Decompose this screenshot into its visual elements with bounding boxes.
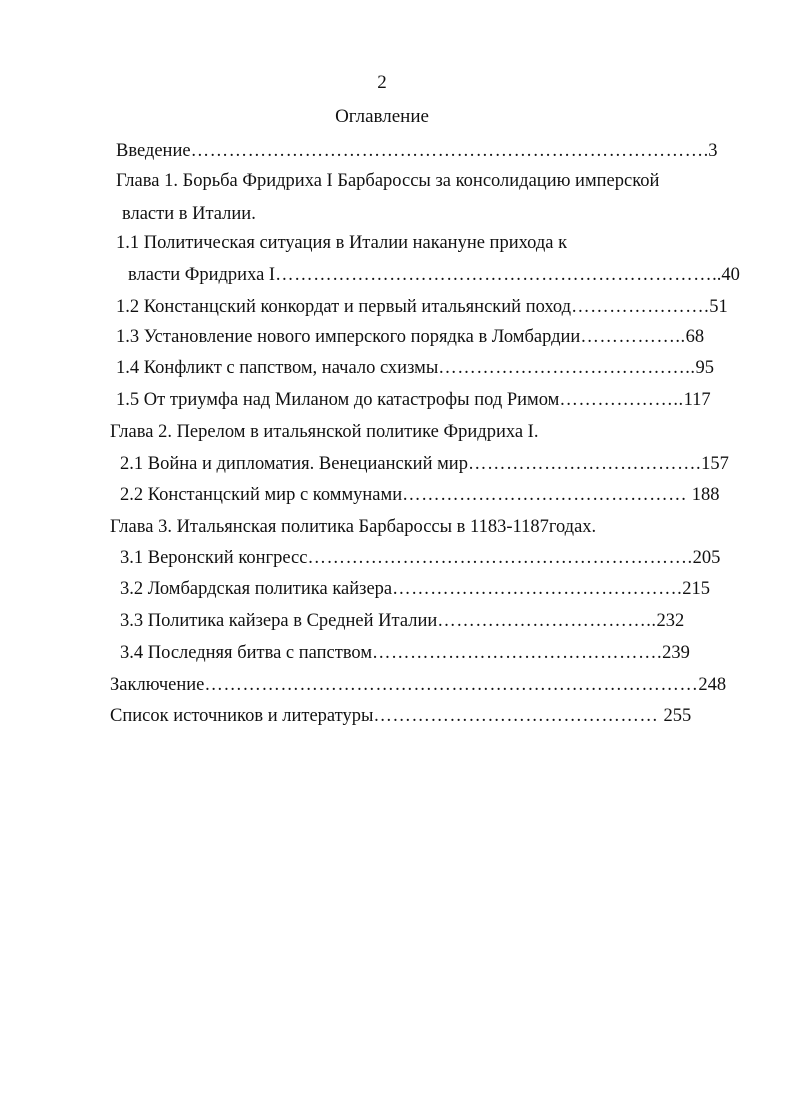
toc-chapter-1-heading-cont: власти в Италии. [122,204,256,224]
toc-entry-2-1: 2.1 Война и дипломатия. Венецианский мир……………………………….157 [120,454,729,474]
toc-entry-1-1: 1.1 Политическая ситуация в Италии накануне прихода к [116,233,568,253]
toc-entry-2-2: 2.2 Констанцский мир с коммунами……………………………………… 188 [120,485,720,505]
toc-entry-bibliography: Список источников и литературы……………………………………… 255 [110,706,692,726]
toc-chapter-2-heading: Глава 2. Перелом в итальянской политике Фридриха I. [110,422,539,442]
toc-title: Оглавление [335,106,429,127]
page-number: 2 [377,72,387,93]
toc-chapter-3-heading: Глава 3. Итальянская политика Барбароссы в 1183-1187годах. [110,517,597,537]
toc-entry-3-1: 3.1 Веронский конгресс…………………………………………………….205 [120,548,721,568]
toc-entry-1-3: 1.3 Установление нового имперского порядка в Ломбардии……………..68 [116,327,705,347]
toc-entry-1-2: 1.2 Констанцский конкордат и первый итальянский поход………………….51 [116,297,728,317]
toc-entry-3-4: 3.4 Последняя битва с папством……………………………………….239 [120,643,690,663]
toc-entry-conclusion: Заключение……………………………………………………………………248 [110,675,727,695]
toc-entry-1-4: 1.4 Конфликт с папством, начало схизмы…………………………………..95 [116,358,715,378]
toc-entry-introduction: Введение……………………………………………………………………….3 [116,141,718,161]
toc-entry-3-2: 3.2 Ломбардская политика кайзера……………………………………….215 [120,579,710,599]
toc-entry-3-3: 3.3 Политика кайзера в Средней Италии……………………………..232 [120,611,685,631]
toc-entry-1-1-cont: власти Фридриха I……………………………………………………………..40 [128,265,740,285]
toc-chapter-1-heading: Глава 1. Борьба Фридриха I Барбароссы за консолидацию имперской [116,171,660,191]
toc-entry-1-5: 1.5 От триумфа над Миланом до катастрофы под Римом………………..117 [116,390,711,410]
